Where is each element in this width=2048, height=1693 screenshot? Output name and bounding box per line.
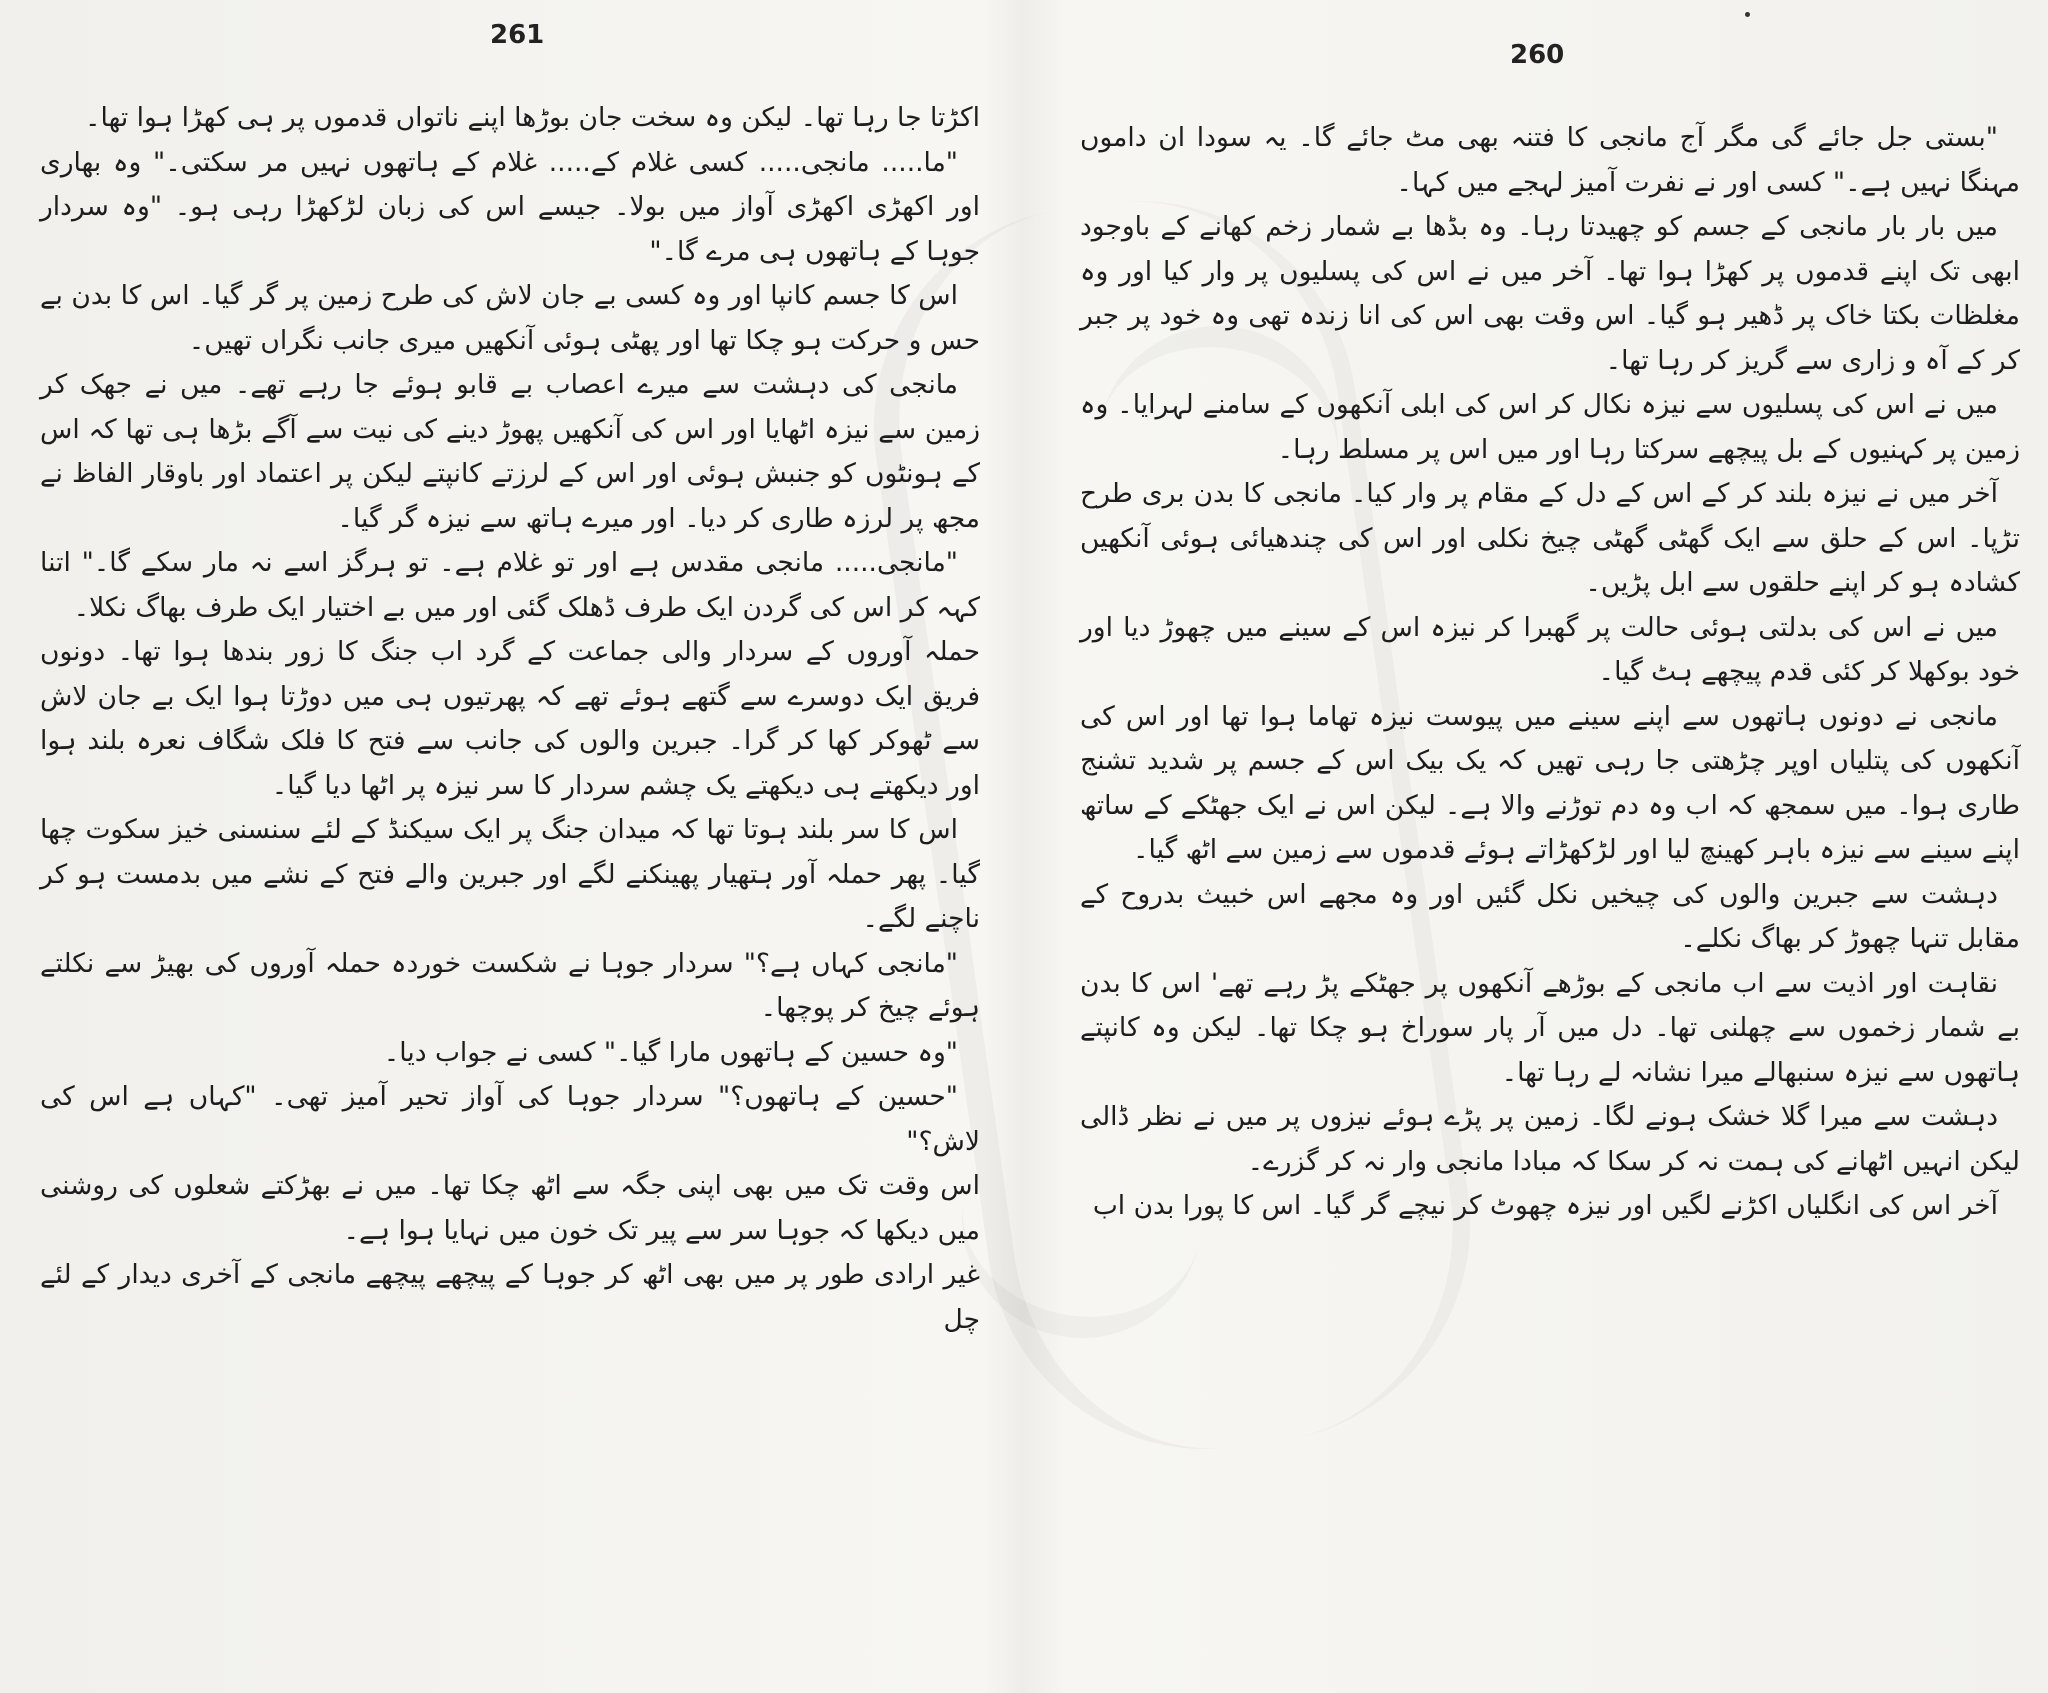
paragraph: اس کا جسم کانپا اور وہ کسی بے جان لاش کی طرح زمین پر گر گیا۔ اس کا بدن بے حس و حرکت ہو چکا تھا اور پھٹی ہوئی آنکھیں میری جانب نگراں تھیں۔ xyxy=(40,280,980,356)
paragraph: "مانجی کہاں ہے؟" سردار جوہا نے شکست خوردہ حملہ آوروں کی بھیڑ سے نکلتے ہوئے چیخ کر پوچھا۔ xyxy=(40,947,980,1023)
paragraph: مانجی کی دہشت سے میرے اعصاب بے قابو ہوئے جا رہے تھے۔ میں نے جھک کر زمین سے نیزہ اٹھایا اور اس کی آنکھیں پھوڑ دینے کی نیت سے آگے بڑھا ہی تھا کہ اس کے ہونٹوں کو جنبش ہوئی اور اس کے لرزتے کانپتے لیکن پر اعتماد اور باوقار الفاظ نے مجھ پر لرزہ طاری کر دیا۔ اور میرے ہاتھ سے نیزہ گر گیا۔ xyxy=(40,369,980,534)
paragraph: مانجی نے دونوں ہاتھوں سے اپنے سینے میں پیوست نیزہ تھاما ہوا تھا اور اس کی آنکھوں کی پتلیاں اوپر چڑھتی جا رہی تھیں کہ یک بیک اس کے جسم پر شدید تشنج طاری ہوا۔ میں سمجھ کہ اب وہ دم توڑنے والا ہے۔ لیکن اس نے ایک جھٹکے کے ساتھ اپنے سینے سے نیزہ باہر کھینچ لیا اور لڑکھڑاتے ہوئے قدموں سے زمین سے اٹھ گیا۔ xyxy=(1080,700,2020,865)
left-page xyxy=(40,0,980,1693)
paragraph: غیر ارادی طور پر میں بھی اٹھ کر جوہا کے پیچھے پیچھے مانجی کے آخری دیدار کے لئے چل xyxy=(40,1259,980,1335)
paragraph: اکڑتا جا رہا تھا۔ لیکن وہ سخت جان بوڑھا اپنے ناتواں قدموں پر ہی کھڑا ہوا تھا۔ xyxy=(85,102,980,133)
paragraph: میں نے اس کی پسلیوں سے نیزہ نکال کر اس کی ابلی آنکھوں کے سامنے لہرایا۔ وہ زمین پر کہنیوں کے بل پیچھے سرکتا رہا اور میں اس پر مسلط رہا۔ xyxy=(1080,389,2020,465)
paragraph: دہشت سے میرا گلا خشک ہونے لگا۔ زمین پر پڑے ہوئے نیزوں پر میں نے نظر ڈالی لیکن انہیں اٹھانے کی ہمت نہ کر سکا کہ مبادا مانجی وار نہ کر گزرے۔ xyxy=(1080,1101,2020,1177)
page-body xyxy=(40,96,980,1342)
paragraph: "حسین کے ہاتھوں؟" سردار جوہا کی آواز تحیر آمیز تھی۔ "کہاں ہے اس کی لاش؟" xyxy=(40,1081,980,1157)
page-body xyxy=(1080,116,2020,1229)
paragraph: نقاہت اور اذیت سے اب مانجی کے بوڑھے آنکھوں پر جھٹکے پڑ رہے تھے' اس کا بدن بے شمار زخموں سے چھلنی تھا۔ دل میں آر پار سوراخ ہو چکا تھا۔ لیکن وہ کانپتے ہاتھوں سے نیزہ سنبھالے میرا نشانہ لے رہا تھا۔ xyxy=(1080,967,2020,1088)
paragraph: آخر میں نے نیزہ بلند کر کے اس کے دل کے مقام پر وار کیا۔ مانجی کا بدن بری طرح تڑپا۔ اس کے حلق سے ایک گھٹی گھٹی چیخ نکلی اور اس کی چندھیائی ہوئی آنکھیں کشادہ ہو کر اپنے حلقوں سے ابل پڑیں۔ xyxy=(1080,478,2020,598)
paragraph: دہشت سے جبرین والوں کی چیخیں نکل گئیں اور وہ مجھے اس خبیث بدروح کے مقابل تنہا چھوڑ کر بھاگ نکلے۔ xyxy=(1080,878,2020,954)
paragraph: "ما..... مانجی..... کسی غلام کے..... غلام کے ہاتھوں نہیں مر سکتی۔" وہ بھاری اور اکھڑی اکھڑی آواز میں بولا۔ جیسے اس کی زبان لڑکھڑا رہی ہو۔ "وہ سردار جوہا کے ہاتھوں ہی مرے گا۔" xyxy=(40,146,980,267)
paragraph: اس وقت تک میں بھی اپنی جگہ سے اٹھ چکا تھا۔ میں نے بھڑکتے شعلوں کی روشنی میں دیکھا کہ جوہا سر سے پیر تک خون میں نہایا ہوا ہے۔ xyxy=(40,1170,980,1246)
right-page xyxy=(1080,0,2020,1693)
paragraph: "بستی جل جائے گی مگر آج مانجی کا فتنہ بھی مٹ جائے گا۔ یہ سودا ان داموں مہنگا نہیں ہے۔" کسی اور نے نفرت آمیز لہجے میں کہا۔ xyxy=(1080,122,2020,198)
paragraph: حملہ آوروں کے سردار والی جماعت کے گرد اب جنگ کا زور بندھا ہوا تھا۔ دونوں فریق ایک دوسرے سے گتھے ہوئے تھے کہ پھرتیوں ہی میں دوڑتا ہوا ایک بے جان لاش سے ٹھوکر کھا کر گرا۔ جبرین والوں کی جانب سے فتح کا فلک شگاف نعرہ بلند ہوا اور دیکھتے ہی دیکھتے یک چشم سردار کا سر نیزہ پر اٹھا دیا گیا۔ xyxy=(40,636,980,801)
paragraph: میں نے اس کی بدلتی ہوئی حالت پر گھبرا کر نیزہ اس کے سینے میں چھوڑ دیا اور خود بوکھلا کر کئی قدم پیچھے ہٹ گیا۔ xyxy=(1080,611,2020,687)
page-number: 260 xyxy=(1510,40,1565,70)
page-number: 261 xyxy=(490,20,545,50)
paragraph: میں بار بار مانجی کے جسم کو چھیدتا رہا۔ وہ بڈھا بے شمار زخم کھانے کے باوجود ابھی تک اپنے قدموں پر کھڑا ہوا تھا۔ آخر میں نے اس کی پسلیوں پر وار کیا اور وہ مغلظات بکتا خاک پر ڈھیر ہو گیا۔ اس وقت بھی اس کی انا زندہ تھی وہ خود پر جبر کر کے آہ و زاری سے گریز کر رہا تھا۔ xyxy=(1080,211,2020,376)
paragraph: "وہ حسین کے ہاتھوں مارا گیا۔" کسی نے جواب دیا۔ xyxy=(383,1036,958,1068)
paragraph: "مانجی..... مانجی مقدس ہے اور تو غلام ہے۔ تو ہرگز اسے نہ مار سکے گا۔" اتنا کہہ کر اس کی گردن ایک طرف ڈھلک گئی اور میں بے اختیار ایک طرف بھاگ نکلا۔ xyxy=(40,547,980,623)
paragraph: آخر اس کی انگلیاں اکڑنے لگیں اور نیزہ چھوٹ کر نیچے گر گیا۔ اس کا پورا بدن اب xyxy=(1092,1190,1998,1221)
paragraph: اس کا سر بلند ہوتا تھا کہ میدان جنگ پر ایک سیکنڈ کے لئے سنسنی خیز سکوت چھا گیا۔ پھر حملہ آور ہتھیار پھینکنے لگے اور جبرین والے فتح کے نشے میں بدمست ہو کر ناچنے لگے۔ xyxy=(40,814,980,934)
